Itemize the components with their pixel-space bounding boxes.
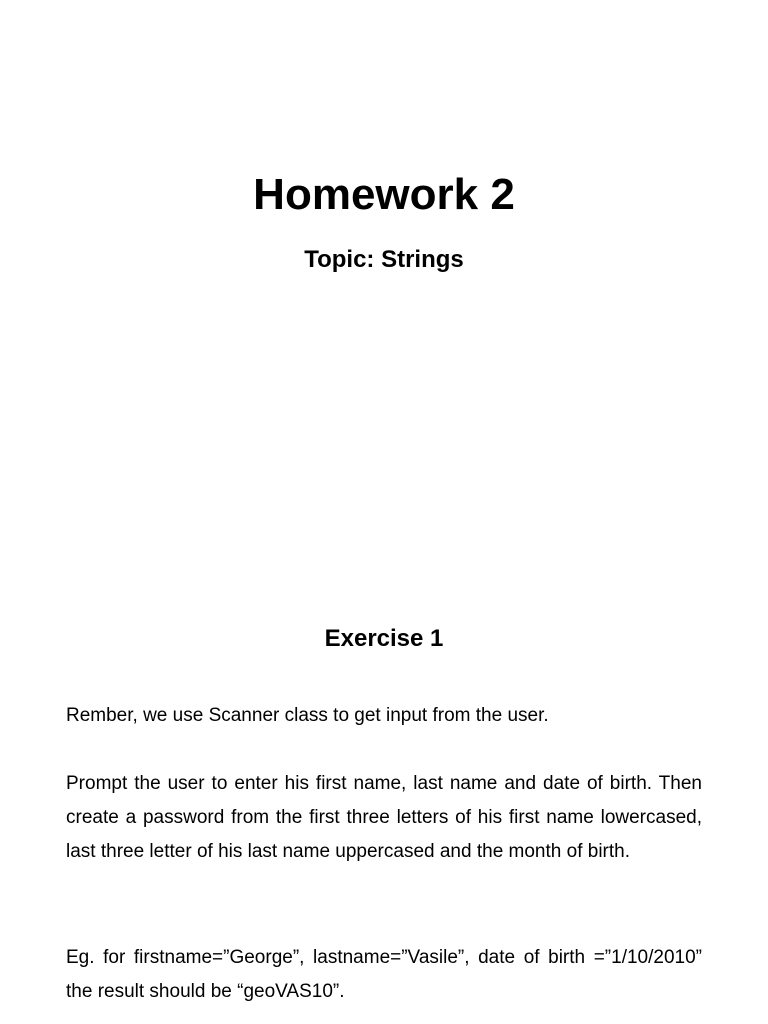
paragraph-instructions: Prompt the user to enter his first name, last name and date of birth. Then create a password from the first three letters of his first name lowercased, last three letter of his last name uppercased and the month of birth. [66, 773, 702, 862]
document-title: Homework 2 [253, 170, 515, 219]
paragraph-reminder: Rember, we use Scanner class to get input from the user. [66, 705, 549, 726]
paragraph-example: Eg. for firstname=”George”, lastname=”Vasile”, date of birth =”1/10/2010” the result should be “geoVAS10”. [66, 947, 702, 1002]
document-subtitle: Topic: Strings [304, 246, 464, 273]
exercise-heading: Exercise 1 [324, 625, 444, 652]
